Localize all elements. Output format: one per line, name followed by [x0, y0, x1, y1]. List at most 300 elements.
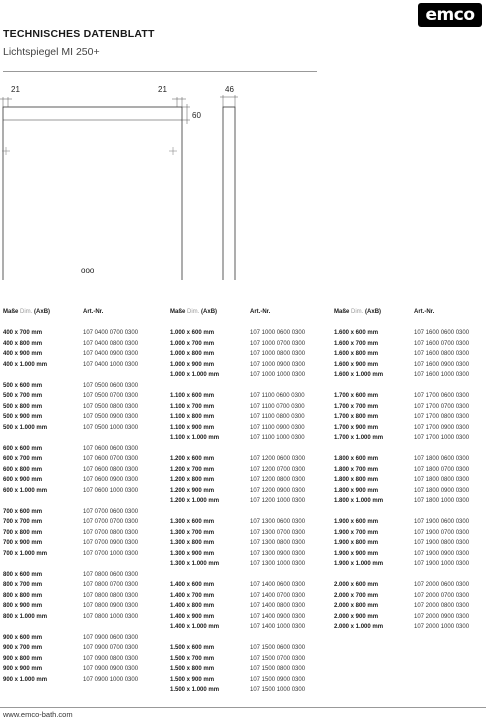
- article-number-cell: 107 0900 0900 0300: [83, 666, 139, 672]
- table-row: [334, 370, 469, 381]
- header-art-label: Art.-Nr.: [83, 309, 104, 315]
- table-row: [3, 381, 138, 392]
- article-number-cell: 107 0500 0700 0300: [83, 393, 139, 399]
- article-number-cell: 107 1100 0600 0300: [250, 393, 305, 399]
- article-number-cell: 107 1700 0800 0300: [414, 414, 470, 420]
- dimension-cell: 600 x 800 mm: [3, 466, 43, 473]
- mirror-side-view: [223, 107, 235, 280]
- dim-left-label: 21: [11, 85, 20, 94]
- article-number-cell: 107 0600 0600 0300: [83, 445, 139, 452]
- dim-depth-label: 46: [225, 85, 234, 94]
- table-row: [170, 559, 305, 570]
- article-number-cell: 107 1300 0800 0300: [250, 540, 306, 546]
- table-row: [3, 444, 138, 455]
- table-row: [170, 475, 305, 486]
- article-number-cell: 107 1800 0700 0300: [414, 466, 470, 473]
- table-row: [3, 612, 138, 623]
- article-number-cell: 107 0900 0800 0300: [83, 655, 139, 662]
- table-row: [3, 465, 138, 476]
- article-number-cell: 107 0700 0900 0300: [83, 540, 139, 546]
- article-number-cell: 107 1100 0900 0300: [250, 424, 305, 431]
- dimension-cell: 1.500 x 900 mm: [170, 676, 215, 683]
- table-row: [3, 654, 138, 665]
- table-row: [170, 370, 305, 381]
- table-row: [3, 423, 138, 434]
- dimension-cell: 400 x 1.000 mm: [3, 361, 48, 368]
- size-group: [170, 517, 305, 570]
- dimension-cell: 1.100 x 800 mm: [170, 414, 215, 420]
- table-row: [170, 496, 305, 507]
- article-number-cell: 107 1000 0800 0300: [250, 351, 306, 357]
- table-row: [3, 412, 138, 423]
- dimension-cell: 1.500 x 700 mm: [170, 655, 215, 662]
- size-group: [170, 328, 305, 381]
- dimension-cell: 1.200 x 900 mm: [170, 487, 215, 494]
- dimension-cell: 1.800 x 1.000 mm: [334, 498, 384, 504]
- table-row: [334, 423, 469, 434]
- article-number-cell: 107 0600 0800 0300: [83, 466, 139, 473]
- dimension-cell: 1.600 x 900 mm: [334, 361, 379, 368]
- article-number-cell: 107 0500 0600 0300: [83, 382, 139, 389]
- table-row: [3, 339, 138, 350]
- table-row: [334, 412, 469, 423]
- table-row: [334, 339, 469, 350]
- article-number-cell: 107 1400 0700 0300: [250, 592, 306, 599]
- table-row: [334, 549, 469, 560]
- article-number-cell: 107 2000 1000 0300: [414, 624, 470, 630]
- table-row: [3, 601, 138, 612]
- article-number-cell: 107 1900 0900 0300: [414, 550, 470, 557]
- article-number-cell: 107 0800 1000 0300: [83, 613, 139, 620]
- dimension-cell: 1.700 x 900 mm: [334, 424, 379, 431]
- article-number-cell: 107 1900 0800 0300: [414, 540, 470, 546]
- size-group: [3, 381, 138, 434]
- article-number-cell: 107 1400 0800 0300: [250, 603, 306, 609]
- dimension-cell: 1.500 x 1.000 mm: [170, 687, 220, 693]
- table-row: [3, 664, 138, 675]
- dimension-cell: 800 x 800 mm: [3, 592, 43, 599]
- table-row: [3, 549, 138, 560]
- dimension-cell: 400 x 700 mm: [3, 330, 43, 336]
- table-row: [170, 675, 305, 686]
- dimension-cell: 2.000 x 700 mm: [334, 592, 379, 599]
- article-number-cell: 107 0800 0600 0300: [83, 571, 139, 578]
- article-number-cell: 107 1100 0700 0300: [250, 403, 305, 410]
- table-row: [334, 591, 469, 602]
- article-number-cell: 107 0400 0800 0300: [83, 340, 139, 347]
- dimension-cell: 1.200 x 800 mm: [170, 477, 215, 483]
- dimension-cell: 400 x 900 mm: [3, 351, 43, 357]
- dimension-cell: 600 x 900 mm: [3, 477, 43, 483]
- article-number-cell: 107 1500 0800 0300: [250, 666, 306, 672]
- dimension-cell: 1.600 x 700 mm: [334, 340, 379, 347]
- table-row: [170, 622, 305, 633]
- dimension-cell: 900 x 900 mm: [3, 666, 43, 672]
- article-number-cell: 107 1900 1000 0300: [414, 561, 470, 567]
- table-row: [334, 559, 469, 570]
- table-row: [3, 580, 138, 591]
- article-number-cell: 107 0700 0600 0300: [83, 508, 139, 515]
- table-row: [334, 391, 469, 402]
- size-group: [170, 391, 305, 444]
- dimension-cell: 800 x 700 mm: [3, 582, 43, 588]
- dimension-cell: 1.900 x 1.000 mm: [334, 561, 384, 567]
- table-row: [3, 528, 138, 539]
- dimension-cell: 500 x 800 mm: [3, 403, 43, 410]
- article-number-cell: 107 0400 1000 0300: [83, 361, 139, 368]
- article-number-cell: 107 1500 0900 0300: [250, 676, 306, 683]
- table-row: [3, 570, 138, 581]
- article-number-cell: 107 0700 1000 0300: [83, 550, 139, 557]
- header-size-label: Maße: [170, 309, 186, 315]
- article-number-cell: 107 2000 0700 0300: [414, 592, 470, 599]
- size-group: [3, 507, 138, 560]
- dimension-cell: 700 x 800 mm: [3, 529, 43, 536]
- table-row: [170, 339, 305, 350]
- table-row: [3, 402, 138, 413]
- dimension-cell: 1.000 x 600 mm: [170, 330, 215, 336]
- footer-divider: [0, 707, 486, 708]
- article-number-cell: 107 1400 0600 0300: [250, 582, 306, 588]
- table-row: [3, 591, 138, 602]
- header-axb-label: (AxB): [34, 309, 51, 315]
- article-number-cell: 107 1900 0700 0300: [414, 529, 470, 536]
- article-number-cell: 107 0700 0700 0300: [83, 519, 139, 525]
- dimension-cell: 2.000 x 1.000 mm: [334, 624, 384, 630]
- article-number-cell: 107 1800 0600 0300: [414, 456, 470, 462]
- table-row: [170, 423, 305, 434]
- dimension-cell: 1.700 x 800 mm: [334, 414, 379, 420]
- header-divider: [3, 71, 317, 72]
- article-number-cell: 107 1500 1000 0300: [250, 687, 306, 693]
- table-row: [170, 402, 305, 413]
- dimension-cell: 1.900 x 800 mm: [334, 540, 379, 546]
- article-number-cell: 107 0700 0800 0300: [83, 529, 139, 536]
- table-row: [334, 433, 469, 444]
- article-number-cell: 107 0900 1000 0300: [83, 676, 139, 683]
- table-row: [334, 622, 469, 633]
- table-row: [334, 538, 469, 549]
- emco-logo: emco: [418, 3, 482, 27]
- dimension-cell: 1.400 x 700 mm: [170, 592, 215, 599]
- article-number-cell: 107 1700 0700 0300: [414, 403, 470, 410]
- table-row: [170, 612, 305, 623]
- table-row: [170, 601, 305, 612]
- table-row: [170, 433, 305, 444]
- dimension-cell: 1.400 x 900 mm: [170, 613, 215, 620]
- dimension-cell: 1.100 x 700 mm: [170, 403, 215, 410]
- table-row: [170, 486, 305, 497]
- article-number-cell: 107 1300 0700 0300: [250, 529, 306, 536]
- article-number-cell: 107 1900 0600 0300: [414, 519, 470, 525]
- dimension-cell: 400 x 800 mm: [3, 340, 43, 347]
- header-axb-label: (AxB): [365, 309, 382, 315]
- header-dim-label: Dim.: [351, 309, 364, 315]
- table-row: [170, 685, 305, 696]
- table-header: [170, 307, 305, 318]
- dimension-cell: 1.300 x 600 mm: [170, 519, 215, 525]
- article-number-cell: 107 1700 0600 0300: [414, 393, 470, 399]
- dimension-cell: 2.000 x 600 mm: [334, 582, 379, 588]
- dimension-cell: 1.400 x 600 mm: [170, 582, 215, 588]
- dimension-cell: 900 x 1.000 mm: [3, 676, 48, 683]
- dimension-cell: 1.400 x 1.000 mm: [170, 624, 220, 630]
- table-row: [334, 528, 469, 539]
- article-number-cell: 107 1200 1000 0300: [250, 498, 306, 504]
- dimension-cell: 1.500 x 600 mm: [170, 645, 215, 651]
- dimension-cell: 1.500 x 800 mm: [170, 666, 215, 672]
- article-number-cell: 107 1700 1000 0300: [414, 435, 470, 441]
- dimension-cell: 700 x 1.000 mm: [3, 550, 48, 557]
- dimension-cell: 500 x 1.000 mm: [3, 424, 48, 431]
- article-number-cell: 107 0500 0900 0300: [83, 414, 139, 420]
- dimension-cell: 900 x 600 mm: [3, 634, 43, 641]
- article-number-cell: 107 1600 0800 0300: [414, 351, 470, 357]
- table-row: [3, 675, 138, 686]
- article-number-cell: 107 0400 0700 0300: [83, 330, 139, 336]
- table-row: [334, 328, 469, 339]
- dimension-cell: 700 x 700 mm: [3, 519, 43, 525]
- table-row: [334, 612, 469, 623]
- article-number-cell: 107 1100 0800 0300: [250, 414, 305, 420]
- article-number-cell: 107 1700 0900 0300: [414, 424, 470, 431]
- dimension-cell: 1.000 x 1.000 mm: [170, 372, 220, 378]
- table-row: [3, 360, 138, 371]
- article-number-cell: 107 1300 1000 0300: [250, 561, 306, 567]
- table-row: [334, 496, 469, 507]
- article-number-cell: 107 0800 0800 0300: [83, 592, 139, 599]
- size-group: [170, 643, 305, 696]
- article-table-column: [170, 307, 305, 696]
- table-header: [3, 307, 138, 318]
- mirror-front-view: [3, 107, 182, 280]
- dimension-cell: 600 x 1.000 mm: [3, 487, 48, 494]
- dimension-cell: 1.200 x 1.000 mm: [170, 498, 220, 504]
- dim-right-label: 21: [158, 85, 167, 94]
- table-row: [334, 349, 469, 360]
- article-number-cell: 107 1200 0700 0300: [250, 466, 306, 473]
- product-subtitle: Lichtspiegel MI 250+: [3, 46, 100, 58]
- table-row: [170, 664, 305, 675]
- dimension-cell: 1.300 x 800 mm: [170, 540, 215, 546]
- table-row: [170, 538, 305, 549]
- size-group: [334, 454, 469, 507]
- table-row: [334, 580, 469, 591]
- table-row: [3, 454, 138, 465]
- dimension-cell: 1.200 x 700 mm: [170, 466, 215, 473]
- table-row: [334, 486, 469, 497]
- article-number-cell: 107 1800 1000 0300: [414, 498, 470, 504]
- article-number-cell: 107 1500 0700 0300: [250, 655, 306, 662]
- article-number-cell: 107 1000 0700 0300: [250, 340, 306, 347]
- table-row: [3, 507, 138, 518]
- table-row: [3, 643, 138, 654]
- dimension-cell: 1.000 x 700 mm: [170, 340, 215, 347]
- header-art-label: Art.-Nr.: [414, 309, 435, 315]
- article-number-cell: 107 1300 0900 0300: [250, 550, 306, 557]
- table-row: [170, 528, 305, 539]
- article-number-cell: 107 2000 0900 0300: [414, 613, 470, 620]
- table-row: [334, 465, 469, 476]
- article-number-cell: 107 0900 0600 0300: [83, 634, 139, 641]
- table-row: [170, 360, 305, 371]
- dimension-cell: 1.200 x 600 mm: [170, 456, 215, 462]
- article-number-cell: 107 0900 0700 0300: [83, 645, 139, 651]
- article-number-cell: 107 0500 1000 0300: [83, 424, 139, 431]
- table-row: [170, 328, 305, 339]
- dimension-cell: 1.800 x 800 mm: [334, 477, 379, 483]
- table-row: [170, 591, 305, 602]
- dimension-cell: 800 x 900 mm: [3, 603, 43, 609]
- article-number-cell: 107 0600 0900 0300: [83, 477, 139, 483]
- dimension-cell: 700 x 900 mm: [3, 540, 43, 546]
- table-row: [170, 412, 305, 423]
- dimension-cell: 500 x 700 mm: [3, 393, 43, 399]
- dimension-cell: 1.300 x 700 mm: [170, 529, 215, 536]
- table-row: [170, 643, 305, 654]
- table-row: [170, 580, 305, 591]
- header-art-label: Art.-Nr.: [250, 309, 271, 315]
- dimension-cell: 1.800 x 700 mm: [334, 466, 379, 473]
- table-row: [334, 402, 469, 413]
- dimension-cell: 1.800 x 600 mm: [334, 456, 379, 462]
- dimension-cell: 500 x 600 mm: [3, 382, 43, 389]
- dimension-cell: 800 x 1.000 mm: [3, 613, 48, 620]
- article-number-cell: 107 0500 0800 0300: [83, 403, 139, 410]
- dimension-cell: 1.300 x 900 mm: [170, 550, 215, 557]
- dimension-cell: 500 x 900 mm: [3, 414, 43, 420]
- dimension-cell: 1.000 x 800 mm: [170, 351, 215, 357]
- table-row: [170, 391, 305, 402]
- size-group: [170, 580, 305, 633]
- touch-buttons: ooo: [81, 266, 95, 275]
- table-row: [3, 475, 138, 486]
- dimension-cell: 1.700 x 1.000 mm: [334, 435, 384, 441]
- table-row: [3, 538, 138, 549]
- table-header: [334, 307, 469, 318]
- dimension-cell: 900 x 800 mm: [3, 655, 43, 662]
- article-number-cell: 107 1400 0900 0300: [250, 613, 306, 620]
- article-number-cell: 107 1600 0900 0300: [414, 361, 470, 368]
- dimension-cell: 700 x 600 mm: [3, 508, 43, 515]
- dimension-cell: 1.100 x 900 mm: [170, 424, 215, 431]
- size-group: [334, 517, 469, 570]
- table-row: [170, 654, 305, 665]
- table-row: [334, 454, 469, 465]
- table-row: [170, 549, 305, 560]
- article-table-column: [334, 307, 469, 633]
- dimension-cell: 1.700 x 600 mm: [334, 393, 379, 399]
- dim-top-band-label: 60: [192, 111, 201, 120]
- size-group: [334, 328, 469, 381]
- article-number-cell: 107 1300 0600 0300: [250, 519, 306, 525]
- header-dim-label: Dim.: [187, 309, 200, 315]
- article-number-cell: 107 0800 0900 0300: [83, 603, 139, 609]
- dimension-cell: 1.800 x 900 mm: [334, 487, 379, 494]
- dimension-cell: 1.600 x 800 mm: [334, 351, 379, 357]
- table-row: [334, 360, 469, 371]
- header-axb-label: (AxB): [201, 309, 218, 315]
- dimension-cell: 1.600 x 600 mm: [334, 330, 379, 336]
- dimension-cell: 1.400 x 800 mm: [170, 603, 215, 609]
- table-row: [3, 328, 138, 339]
- article-number-cell: 107 0600 0700 0300: [83, 456, 139, 462]
- article-number-cell: 107 0400 0900 0300: [83, 351, 139, 357]
- dimension-cell: 600 x 700 mm: [3, 456, 43, 462]
- table-row: [170, 465, 305, 476]
- table-row: [334, 475, 469, 486]
- size-group: [3, 633, 138, 686]
- dimension-cell: 1.600 x 1.000 mm: [334, 372, 384, 378]
- dimension-cell: 1.300 x 1.000 mm: [170, 561, 220, 567]
- dimension-cell: 1.100 x 1.000 mm: [170, 435, 220, 441]
- dimension-cell: 1.900 x 700 mm: [334, 529, 379, 536]
- technical-drawing: [0, 80, 260, 280]
- footer-url[interactable]: www.emco-bath.com: [3, 710, 73, 719]
- size-group: [334, 580, 469, 633]
- table-row: [3, 517, 138, 528]
- size-group: [170, 454, 305, 507]
- article-number-cell: 107 1100 1000 0300: [250, 435, 305, 441]
- document-title: TECHNISCHES DATENBLATT: [3, 28, 155, 40]
- dimension-cell: 1.900 x 900 mm: [334, 550, 379, 557]
- article-number-cell: 107 1600 0600 0300: [414, 330, 470, 336]
- header-size-label: Maße: [3, 309, 19, 315]
- table-row: [170, 454, 305, 465]
- table-row: [334, 601, 469, 612]
- table-row: [3, 486, 138, 497]
- article-number-cell: 107 1800 0800 0300: [414, 477, 470, 483]
- table-row: [170, 349, 305, 360]
- article-number-cell: 107 0600 1000 0300: [83, 487, 139, 494]
- size-group: [3, 328, 138, 370]
- table-row: [170, 517, 305, 528]
- article-number-cell: 107 1000 0600 0300: [250, 330, 306, 336]
- article-number-cell: 107 1600 0700 0300: [414, 340, 470, 347]
- dimension-cell: 600 x 600 mm: [3, 445, 43, 452]
- article-number-cell: 107 1500 0600 0300: [250, 645, 306, 651]
- article-number-cell: 107 1200 0800 0300: [250, 477, 306, 483]
- article-number-cell: 107 1200 0900 0300: [250, 487, 306, 494]
- dimension-cell: 800 x 600 mm: [3, 571, 43, 578]
- article-number-cell: 107 1600 1000 0300: [414, 372, 470, 378]
- dimension-cell: 1.700 x 700 mm: [334, 403, 379, 410]
- article-number-cell: 107 1000 1000 0300: [250, 372, 306, 378]
- header-dim-label: Dim.: [20, 309, 33, 315]
- article-number-cell: 107 1400 1000 0300: [250, 624, 306, 630]
- size-group: [334, 391, 469, 444]
- dimension-cell: 2.000 x 800 mm: [334, 603, 379, 609]
- article-number-cell: 107 1000 0900 0300: [250, 361, 306, 368]
- header-size-label: Maße: [334, 309, 350, 315]
- table-row: [334, 517, 469, 528]
- table-row: [3, 349, 138, 360]
- dimension-cell: 1.100 x 600 mm: [170, 393, 215, 399]
- size-group: [3, 570, 138, 623]
- dimension-cell: 2.000 x 900 mm: [334, 613, 379, 620]
- article-number-cell: 107 1200 0600 0300: [250, 456, 306, 462]
- dimension-cell: 1.000 x 900 mm: [170, 361, 215, 368]
- article-number-cell: 107 0800 0700 0300: [83, 582, 139, 588]
- article-number-cell: 107 2000 0600 0300: [414, 582, 470, 588]
- dimension-cell: 1.900 x 600 mm: [334, 519, 379, 525]
- table-row: [3, 391, 138, 402]
- dimension-cell: 900 x 700 mm: [3, 645, 43, 651]
- article-table-column: [3, 307, 138, 685]
- article-number-cell: 107 2000 0800 0300: [414, 603, 470, 609]
- table-row: [3, 633, 138, 644]
- size-group: [3, 444, 138, 497]
